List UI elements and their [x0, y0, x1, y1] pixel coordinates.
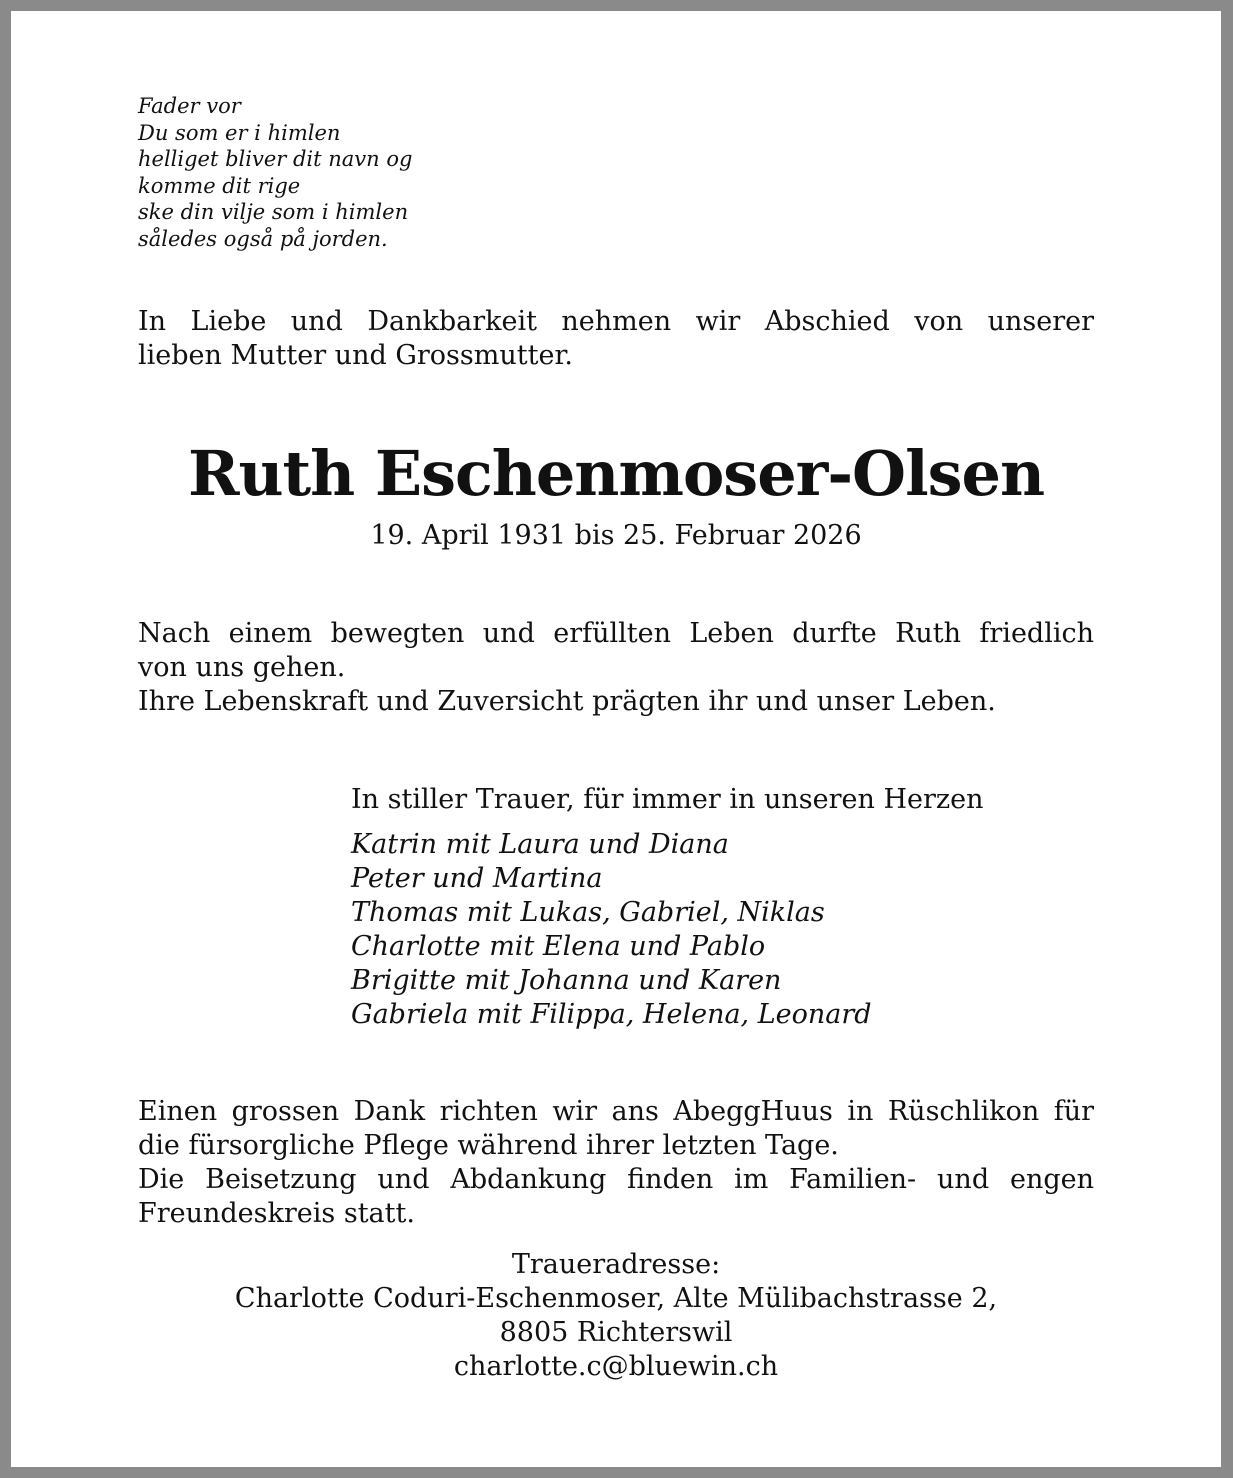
- prayer-line: helliget bliver dit navn og: [138, 147, 413, 171]
- prayer-line: ske din vilje som i himlen: [138, 200, 409, 224]
- thanks-line: Freundeskreis statt.: [138, 1198, 415, 1229]
- prayer-line: Fader vor: [138, 94, 241, 118]
- intro-line: lieben Mutter und Grossmutter.: [138, 340, 573, 371]
- address-email: charlotte.c@bluewin.ch: [453, 1351, 779, 1382]
- prayer-line: komme dit rige: [138, 173, 301, 198]
- mourning-heading: In stiller Trauer, für immer in unseren Herzen: [351, 784, 984, 815]
- thanks-line: Einen grossen Dank richten wir ans AbeggHuus in Rüschlikon für: [138, 1096, 1094, 1127]
- deceased-name: Ruth Eschenmoser-Olsen: [187, 437, 1045, 510]
- address-city: 8805 Richterswil: [499, 1317, 733, 1348]
- mourning-address: [11, 1248, 1221, 1384]
- intro-line: In Liebe und Dankbarkeit nehmen wir Abschied von unserer: [138, 306, 1094, 337]
- life-line: von uns gehen.: [138, 652, 346, 683]
- mourner-entry: Gabriela mit Filippa, Helena, Leonard: [351, 999, 872, 1030]
- address-street: Charlotte Coduri-Eschenmoser, Alte Mülibachstrasse 2,: [234, 1283, 998, 1314]
- address-label: Traueradresse:: [511, 1249, 721, 1280]
- mourner-entry: Katrin mit Laura und Diana: [351, 829, 729, 860]
- intro-paragraph: [138, 305, 1094, 373]
- mourners-list: [351, 828, 872, 1032]
- life-line: Ihre Lebenskraft und Zuversicht prägten ihr und unser Leben.: [138, 686, 996, 717]
- life-dates: 19. April 1931 bis 25. Februar 2026: [370, 520, 862, 551]
- mourner-entry: Brigitte mit Johanna und Karen: [351, 965, 782, 996]
- life-line: Nach einem bewegten und erfüllten Leben durfte Ruth friedlich: [138, 618, 1094, 649]
- life-paragraph: [138, 617, 1094, 719]
- mourner-entry: Peter und Martina: [351, 863, 603, 894]
- thanks-line: die fürsorgliche Pflege während ihrer letzten Tage.: [138, 1130, 839, 1161]
- thanks-line: Die Beisetzung und Abdankung finden im Familien- und engen: [138, 1164, 1094, 1195]
- prayer-verse: [138, 93, 412, 252]
- thanks-paragraph: [138, 1095, 1094, 1231]
- mourner-entry: Charlotte mit Elena und Pablo: [351, 931, 766, 962]
- mourner-entry: Thomas mit Lukas, Gabriel, Niklas: [351, 897, 825, 928]
- prayer-line: Du som er i himlen: [138, 120, 341, 145]
- obituary-page: [11, 11, 1221, 1467]
- prayer-line: således også på jorden.: [138, 226, 388, 251]
